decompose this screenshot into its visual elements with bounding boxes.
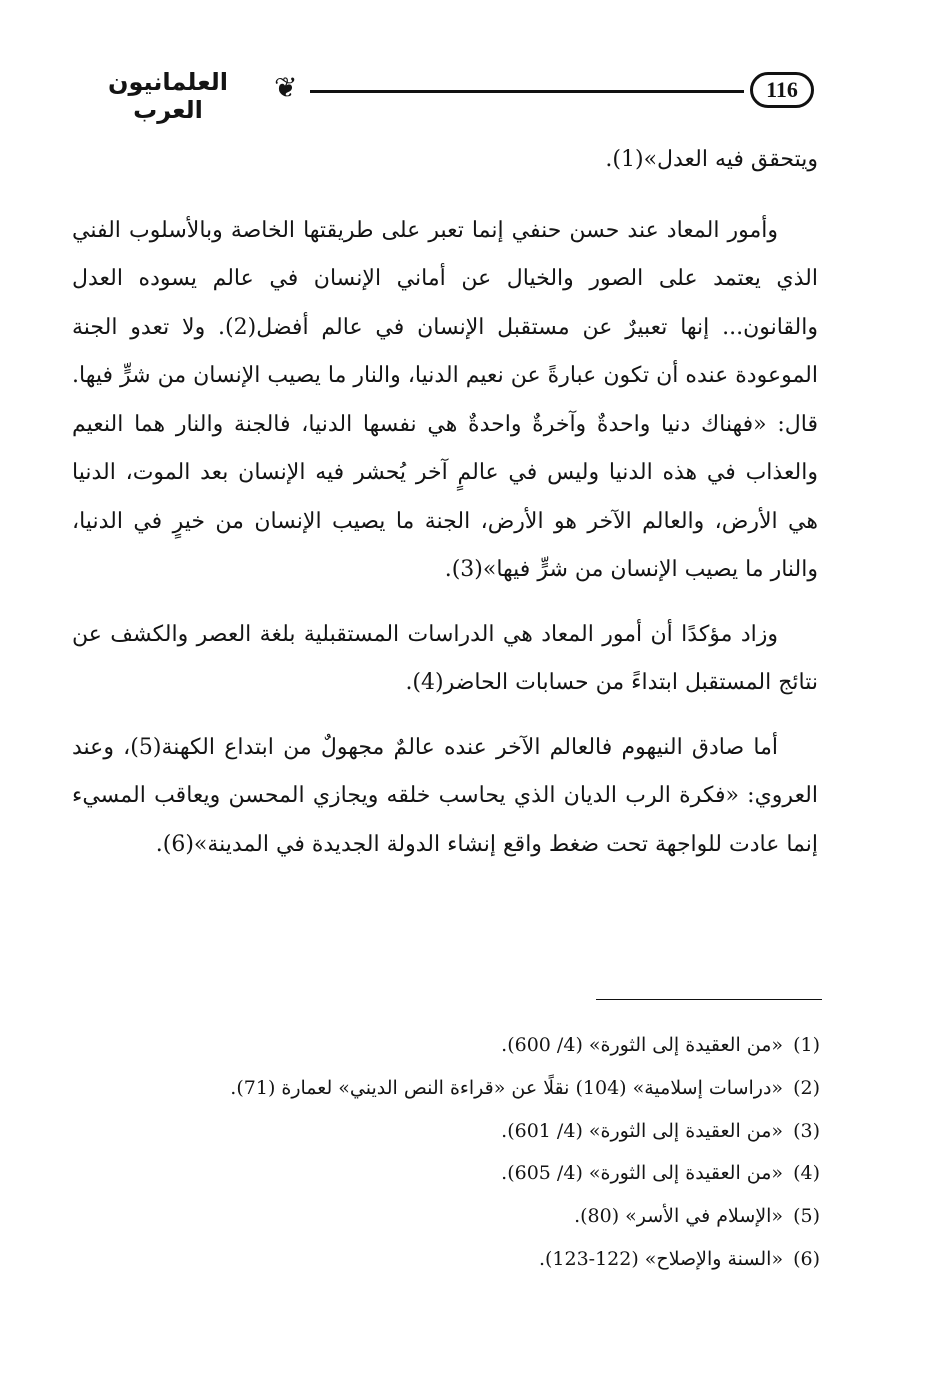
paragraph: ويتحقق فيه العدل»(1). — [605, 147, 818, 172]
footnote-number: (2) — [793, 1076, 820, 1099]
footnote — [72, 1195, 824, 1238]
body-text — [72, 136, 818, 885]
footnote — [72, 1024, 824, 1067]
footnote-text: «من العقيدة إلى الثورة» (4/ 605). — [501, 1162, 784, 1185]
footnote-separator — [596, 999, 822, 1000]
paragraph: وأمور المعاد عند حسن حنفي إنما تعبر على طريقتها الخاصة وبالأسلوب الفني الذي يعتمد على الصور والخيال عن أماني الإنسان في عالم يسوده العدل والقانون... إنها تعبيرٌ عن مستقبل الإنسان في عالم أفضل(2). ولا تعدو الجنة الموعودة عنده أن تكون عبارةً عن نعيم الدنيا، والنار ما يصيب الإنسان من شرٍّ فيها. قال: «فهناك دنيا واحدةٌ وآخرةٌ واحدةٌ هي نفسها الدنيا، فالجنة والنار هما النعيم والعذاب في هذه الدنيا وليس في عالمٍ آخر يُحشر فيه الإنسان بعد الموت، الدنيا هي الأرض، والعالم الآخر هو الأرض، الجنة ما يصيب الإنسان من خيرٍ في الدنيا، والنار ما يصيب الإنسان من شرٍّ فيها»(3). — [72, 217, 818, 582]
footnote — [72, 1067, 824, 1110]
running-book-title: العلمانيون العرب — [107, 68, 229, 124]
paragraph: وزاد مؤكدًا أن أمور المعاد هي الدراسات المستقبلية بلغة العصر والكشف عن نتائج المستقبل ابتداءً من حسابات الحاضر(4). — [72, 621, 818, 695]
footnote-number: (4) — [793, 1162, 820, 1185]
paragraph: أما صادق النيهوم فالعالم الآخر عنده عالمٌ مجهولٌ من ابتداع الكهنة(5)، وعند العروي: «فكرة الرب الديان الذي يحاسب خلقه ويجازي المحسن ويعاقب المسيء إنما عادت للواجهة تحت ضغط واقع إنشاء الدولة الجديدة في المدينة»(6). — [72, 734, 818, 857]
footnote-number: (3) — [793, 1119, 820, 1142]
header-rule — [310, 90, 744, 93]
footnote-text: «دراسات إسلامية» (104) نقلًا عن «قراءة النص الديني» لعمارة (71). — [230, 1076, 784, 1099]
page-number: 116 — [750, 72, 814, 108]
footnote-text: «من العقيدة إلى الثورة» (4/ 601). — [501, 1119, 784, 1142]
footnote — [72, 1110, 824, 1153]
page-header — [70, 66, 822, 124]
footnote-number: (1) — [793, 1034, 820, 1056]
footnote-text: «السنة والإصلاح» (122-123). — [538, 1247, 784, 1270]
footnotes — [72, 1024, 824, 1281]
floral-ornament-icon: ❦ — [274, 71, 298, 104]
footnote-number: (6) — [793, 1247, 820, 1270]
footnote — [72, 1238, 824, 1281]
footnote-number: (5) — [793, 1205, 820, 1228]
footnote — [72, 1152, 824, 1195]
footnote-text: «الإسلام في الأسر» (80). — [574, 1205, 784, 1228]
footnote-text: «من العقيدة إلى الثورة» (4/ 600). — [501, 1034, 784, 1056]
